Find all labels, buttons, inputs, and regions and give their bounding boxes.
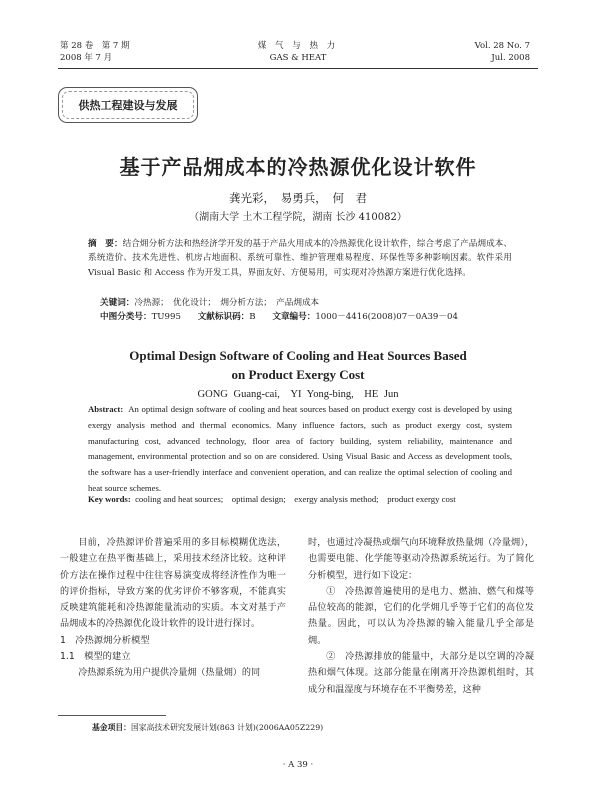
column-tag-label: 供热工程建设与发展 — [78, 99, 178, 112]
footnote-rule — [58, 715, 166, 716]
article-title-en-line1: Optimal Design Software of Cooling and Heat Sources Based — [129, 348, 467, 363]
keywords-cn-label: 关键词： — [100, 298, 135, 308]
abstract-en-text: An optimal design software of cooling and heat sources based on product exergy cost is developed by using exergy analysis method and thermal economics. Many influence factors, such as product exergy cost, system manufacturing cost, advanced technology, floor area of factory building, system reliability, maintenance and management, environmental protection and so on are considered. Using Visual Basic and Access as development tools, the software has a user-friendly interface and convenient operation, and can realize the optimal selection of cooling and heat source schemes. — [88, 404, 512, 493]
article-number-value: 1000－4416(2008)07－0A39－04 — [315, 312, 458, 322]
body-paragraph: 目前，冷热源评价普遍采用的多目标模糊优选法，一般建立在热平衡基础上，采用技术经济比较。这种评价方法在操作过程中往往容易演变成将经济性作为唯一的评价指标，导致方案的优劣评价不够客观，不能真实反映建筑能耗和冷热源能量流动的实质。本文对基于产品㶲成本的冷热源优化设计软件的设计进行探讨。 — [60, 538, 286, 630]
journal-volume-info-en — [475, 40, 530, 64]
body-paragraph: 时，也通过冷凝热或烟气向环境释放热量㶲（冷量㶲），也需要电能、化学能等驱动冷热源系统运行。为了简化分析模型，进行如下设定： — [308, 538, 534, 581]
article-title-en-line2: on Product Exergy Cost — [231, 367, 365, 382]
keywords-en — [88, 492, 512, 508]
journal-name-en: GAS & HEAT — [269, 53, 327, 63]
affiliation-cn: （湖南大学 土木工程学院，湖南 长沙 410082） — [189, 212, 407, 223]
article-title-cn: 基于产品㶲成本的冷热源优化设计软件 — [119, 155, 477, 179]
header-rule — [58, 68, 538, 69]
abstract-en — [88, 402, 512, 497]
authors-en: GONG Guang-cai, YI Yong-bing, HE Jun — [197, 389, 399, 400]
doc-code-label: 文献标识码： — [197, 312, 250, 322]
footnote-funding — [92, 722, 323, 733]
abstract-en-label: Abstract: — [88, 404, 124, 414]
volume-issue: 第 28 卷 第 7 期 — [60, 41, 130, 51]
body-paragraph: ① 冷热源普遍使用的是电力、燃油、燃气和煤等品位较高的能源，它们的化学㶲几乎等于它们的高位发热量。因此，可以认为冷热源的输入能量几乎全部是㶲。 — [308, 586, 534, 646]
keywords-cn — [100, 296, 319, 310]
clc-label: 中图分类号： — [100, 312, 152, 322]
article-number-label: 文章编号： — [272, 312, 316, 322]
keywords-en-text: cooling and heat sources; optimal design; exergy analysis method; product exergy cost — [135, 494, 456, 504]
volume-issue-en: Vol. 28 No. 7 — [474, 41, 530, 51]
doc-code-value: B — [249, 312, 256, 322]
keywords-cn-text: 冷热源； 优化设计； 㶲分析方法； 产品㶲成本 — [134, 298, 320, 308]
body-column-left — [60, 535, 286, 682]
article-title-en — [0, 346, 596, 384]
subsection-heading: 1.1 模型的建立 — [60, 651, 131, 663]
column-tag — [58, 87, 198, 123]
abstract-cn-label: 摘 要： — [88, 239, 123, 249]
keywords-en-label: Key words: — [88, 494, 131, 504]
body-column-right — [308, 535, 534, 698]
clc-value: TU995 — [151, 312, 181, 322]
classification-line — [100, 310, 472, 324]
section-heading: 1 冷热源㶲分析模型 — [60, 634, 150, 646]
authors-cn: 龚光彩， 易勇兵， 何 君 — [229, 191, 367, 205]
abstract-cn — [88, 237, 512, 280]
abstract-cn-text: 结合㶲分析方法和热经济学开发的基于产品火用成本的冷热源优化设计软件，综合考虑了产品㶲成本、系统造价、技术先进性、机房占地面积、系统可靠性、维护管理难易程度、环保性等多种影响因素。软件采用 Visual Basic 和 Access 作为开发工具，界面友好、方便易用，可实现对冷热源方案进行优化选择。 — [88, 239, 512, 278]
body-paragraph: 冷热源系统为用户提供冷量㶲（热量㶲）的同 — [78, 668, 261, 679]
footnote-label: 基金项目： — [92, 723, 131, 732]
issue-date: 2008 年 7 月 — [60, 53, 113, 63]
issue-date-en: Jul. 2008 — [491, 53, 530, 63]
page-number: · A 39 · — [282, 760, 314, 770]
body-paragraph: ② 冷热源排放的能量中，大部分是以空调的冷凝热和烟气体现。这部分能量在刚离开冷热源机组时，其成分和温湿度与环境存在不平衡势差，这种 — [308, 652, 534, 695]
footnote-text: 国家高技术研究发展计划(863 计划)(2006AA05Z229) — [130, 723, 324, 732]
journal-name-cn: 煤 气 与 热 力 — [257, 41, 339, 51]
